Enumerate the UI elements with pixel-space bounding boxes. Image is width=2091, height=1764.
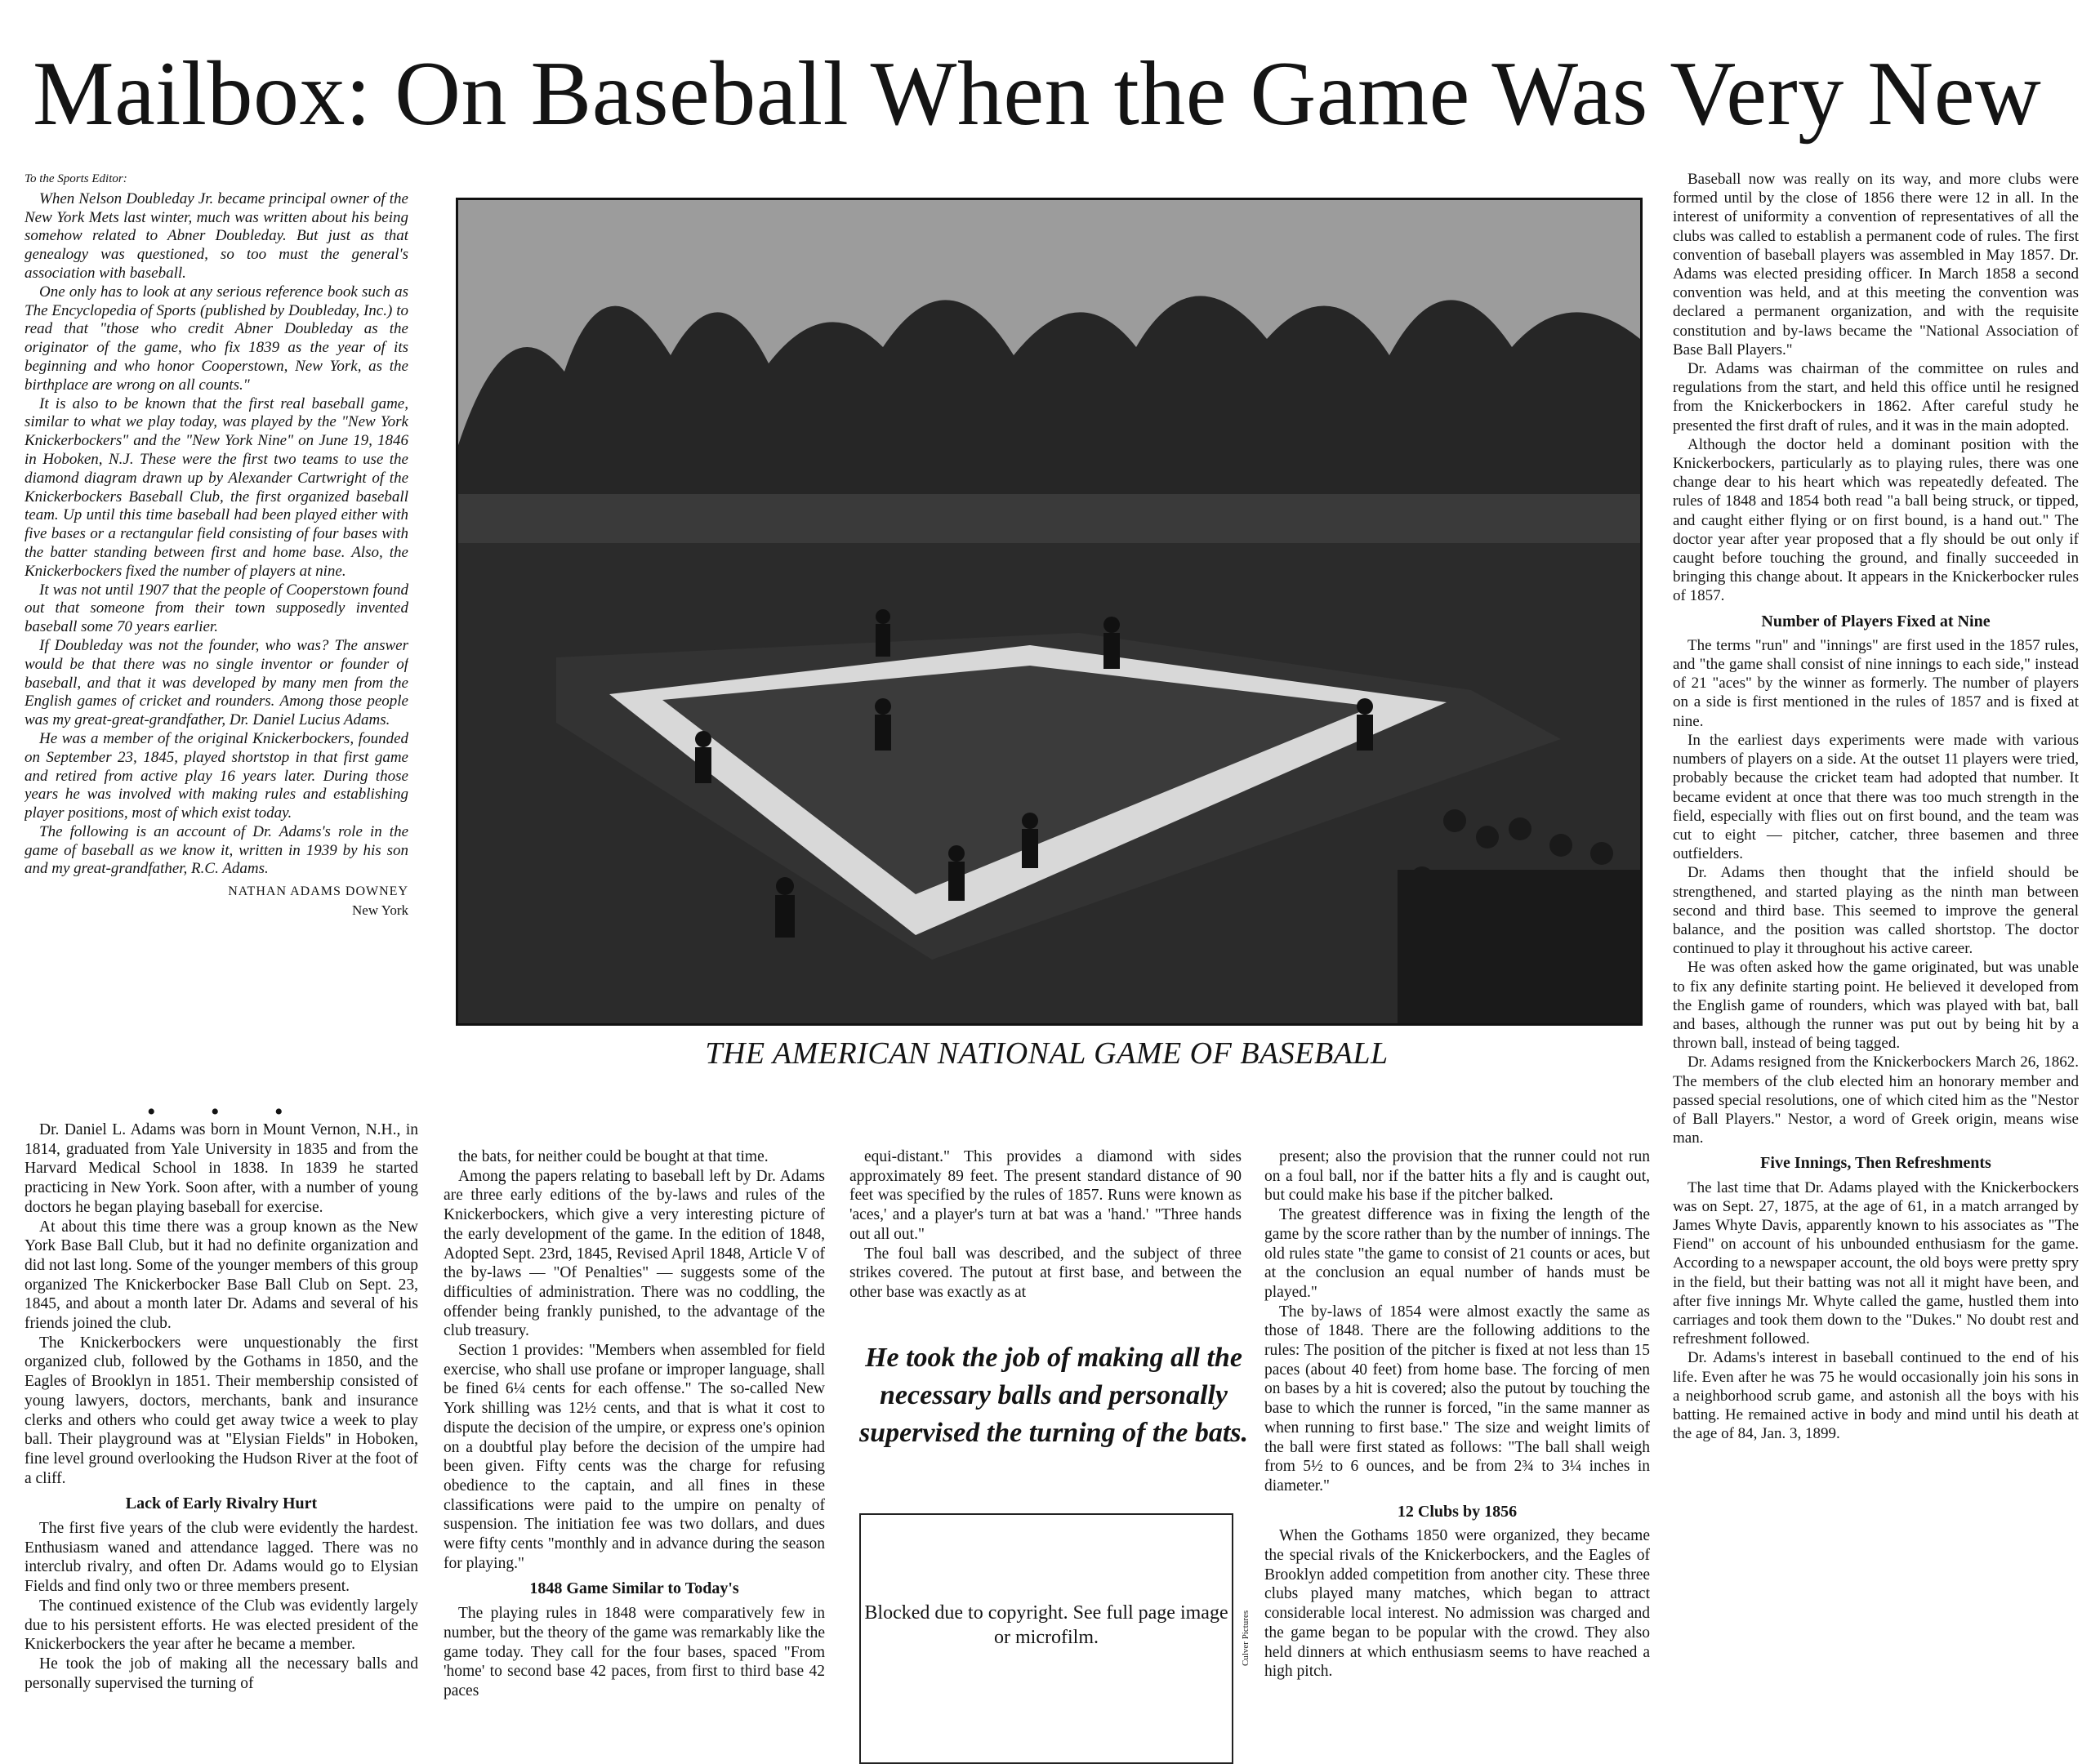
article-paragraph: He took the job of making all the necessary balls and personally supervised the turning of [25,1655,418,1692]
letter-paragraph: He was a member of the original Knickerbockers, founded on September 23, 1845, played shortstop in that first game and retired from active play 16 years later. During those years he was involved with making rules and establishing player positions, most of which exist today. [25,729,408,822]
article-paragraph: The playing rules in 1848 were comparatively few in number, but the theory of the game was remarkably like the game today. They call for the four bases, spaced "From 'home' to second base 42 paces, from first to third base 42 paces [444,1605,825,1699]
signature-name: NATHAN ADAMS DOWNEY [228,884,408,899]
letter-salutation: To the Sports Editor: [25,172,127,185]
article-paragraph: He was often asked how the game originated, but was unable to fix any definite starting point. He believed it developed from the English game of rounders, which was played with bat, ball and bases, although the runner was put out by being hit by a thrown ball, instead of being tagged. [1673,959,2079,1053]
article-paragraph: The continued existence of the Club was evidently largely due to his persistent efforts. He was elected president of the Knickerbockers the year after he became a member. [25,1597,418,1654]
article-paragraph: Section 1 provides: "Members when assembled for field exercise, who shall use profane or improper language, shall be fined 6¼ cents for each offense." The so-called New York shilling was 12½ cents, and that is what it cost to dispute the decision of the umpire, or express one's opinion on a doubtful play before the decision of the umpire had been given. Fifty cents was the charge for refusing obedience to the captain, and all fines in these classifications were paid to the umpire on penalty of suspension. The initiation fee was two dollars, and dues were fifty cents "monthly and in advance during the season for playing." [444,1342,825,1572]
article-paragraph: the bats, for neither could be bought at that time. [458,1148,769,1165]
subheading: Five Innings, Then Refreshments [1760,1154,1991,1173]
article-paragraph: present; also the provision that the runner could not run on a foul ball, nor if the batter hits a fly and is caught out, but could make his base if the pitcher balked. [1264,1148,1650,1205]
article-paragraph: Baseball now was really on its way, and more clubs were formed until by the close of 1856 there were 12 in all. In the interest of uniformity a convention of representatives of all the clubs was called to establish a permanent code of rules. The first convention of baseball players was assembled in May 1857. Dr. Adams was elected presiding officer. In March 1858 a second convention was held, and at this meeting the convention was declared a permanent organization, and with the requisite constitution and by-laws became the "National Association of Base Ball Players." [1673,171,2079,359]
subheading: Number of Players Fixed at Nine [1761,612,1991,630]
article-paragraph: The first five years of the club were evidently the hardest. Enthusiasm waned and attendance lagged. There was no interclub rivalry, and often Dr. Adams would go to Elysian Fields and find only two or three members present. [25,1520,418,1596]
letter-paragraph: It is also to be known that the first real baseball game, similar to what we play today, was played by the "New York Knickerbockers" and the "New York Nine" on June 19, 1846 in Hoboken, N.J. These were the first two teams to use the diamond diagram drawn up by Alexander Cartwright of the Knickerbockers Baseball Club, the first organized baseball team. Up until this time baseball had been played either with five bases or a rectangular field consisting of four bases with the batter standing between first and home base. Also, the Knickerbockers fixed the number of players at nine. [25,394,408,580]
article-paragraph: The Knickerbockers were unquestionably the first organized club, followed by the Gothams in 1850, and the Eagles of Brooklyn in 1851. Their membership consisted of young lawyers, doctors, merchants, bank and insurance clerks and others who could get away twice a week to play ball. Their playground was at "Elysian Fields" in Hoboken, fine level ground overlooking the Hudson River at the foot of a cliff. [25,1334,418,1487]
subheading: 1848 Game Similar to Today's [529,1579,739,1598]
letter-column [25,170,408,1078]
article-paragraph: In the earliest days experiments were made with various numbers of players on a side. At the outset 11 players were tried, probably because the cricket team had adopted that number. It became evident at once that there was too much strength in the field, especially with flies out on first bound, and the team was cut to eight — pitcher, catcher, three basemen and three outfielders. [1673,731,2079,863]
article-paragraph: The terms "run" and "innings" are first used in the 1857 rules, and "the game shall consist of nine innings to each side," instead of 21 "aces" by the winner as formerly. The number of players on a side is first mentioned in the rules of 1857 and is fixed at nine. [1673,636,2079,730]
headline: Mailbox: On Baseball When the Game Was Very New [33,43,2042,145]
letter-signature [25,882,408,920]
article-paragraph: Dr. Daniel L. Adams was born in Mount Vernon, N.H., in 1814, graduated from Yale University in 1835 and from the Harvard Medical School in 1838. In 1839 he started practicing in New York. Soon after, with a number of young doctors he began playing baseball for exercise. [25,1121,418,1216]
letter-paragraph: If Doubleday was not the founder, who was? The answer would be that there was no single inventor or founder of baseball, and that it was developed by many men from the English games of cricket and rounders. Among those people was my great-great-grandfather, Dr. Daniel Lucius Adams. [25,636,408,729]
illustration-caption: THE AMERICAN NATIONAL GAME OF BASEBALL [705,1036,1389,1071]
article-paragraph: Among the papers relating to baseball left by Dr. Adams are three early editions of the by-laws and rules of the Knickerbockers, which give a very interesting picture of the early development of the game. In the edition of 1848, Adopted Sept. 23rd, 1845, Revised April 1848, Article V of the by-laws — "Of Penalties" — suggests some of the difficulties of administration. There was no coddling, the offender being frankly punished, to the advantage of the club treasury. [444,1167,825,1340]
article-paragraph: The greatest difference was in fixing the length of the game by the score rather than by the number of innings. The old rules state "the game to consist of 21 counts or aces, but at the conclusion an equal number of hands must be played." [1264,1206,1650,1301]
pull-quote: He took the job of making all the necessary balls and personally supervised the turning of the bats. [858,1343,1249,1448]
article-paragraph: equi-distant." This provides a diamond with sides approximately 89 feet. The present standard distance of 90 feet was specified by the rules of 1857. Runs were known as 'aces,' and a player's turn at bat was a 'hand.' "Three hands out all out." [849,1148,1242,1243]
article-paragraph: Dr. Adams was chairman of the committee on rules and regulations from the start, and held this office until he resigned from the Knickerbockers in 1862. After careful study he presented the first draft of rules, and it was in the main adopted. [1673,360,2079,434]
article-paragraph: When the Gothams 1850 were organized, they became the special rivals of the Knickerbockers, and the Eagles of Brooklyn added competition from another city. These three clubs played many matches, which began to attract considerable local interest. No admission was charged and the game began to be popular with the crowd. They also held dinners at which enthusiasm seems to have reached a high pitch. [1264,1527,1650,1681]
article-column-2 [444,1147,825,1764]
article-paragraph: The foul ball was described, and the subject of three strikes covered. The putout at first base, and between the other base was exactly as at [849,1245,1242,1301]
subheading: Lack of Early Rivalry Hurt [125,1494,318,1513]
article-column-3 [849,1147,1242,1323]
letter-paragraph: It was not until 1907 that the people of Cooperstown found out that someone from their town supposedly invented baseball some 70 years earlier. [25,581,408,636]
article-paragraph: Although the doctor held a dominant position with the Knickerbockers, particularly as to playing rules, there was one change dear to his heart which was repeatedly defeated. The rules of 1848 and 1854 both read "a ball being struck, or tipped, and caught either flying or on first bound, is a hand out." The doctor year after year proposed that a fly should be out only if caught before touching the ground, and finally succeeded in bringing this change about. It appears in the Knickerbocker rules of 1857. [1673,435,2079,605]
article-column-1 [25,1120,418,1764]
subheading: 12 Clubs by 1856 [1397,1502,1518,1521]
baseball-illustration [456,198,1643,1026]
article-column-5 [1673,170,2079,1764]
signature-place: New York [352,902,408,919]
article-paragraph: The by-laws of 1854 were almost exactly the same as those of 1848. There are the following additions to the rules: The position of the pitcher is fixed at not less than 15 paces (about 40 feet) from home base. The forcing of men on bases by a hit is covered; also the putout by touching the base to which the runner is forced, "in the same manner as when running to first base." The size and weight limits of the ball were first stated as follows: "The ball shall weigh from 5½ to 6 ounces, and be from 2¾ to 3¼ inches in diameter." [1264,1303,1650,1494]
section-separator: • • • [147,1098,308,1125]
letter-paragraph: When Nelson Doubleday Jr. became principal owner of the New York Mets last winter, much was written about his being somehow related to Abner Doubleday. But just as that genealogy was questioned, so too must the general's association with baseball. [25,189,408,282]
article-paragraph: Dr. Adams resigned from the Knickerbockers March 26, 1862. The members of the club elected him an honorary member and passed special resolutions, one of which cited him as the "Nestor of Ball Players." Nestor, a word of Greek origin, means wise man. [1673,1054,2079,1147]
engraving-svg [458,200,1640,1023]
article-paragraph: The last time that Dr. Adams played with the Knickerbockers was on Sept. 27, 1875, at the age of 61, in a match arranged by James Whyte Davis, apparently known to his associates as "The Fiend" on account of his unbounded enthusiasm for the game. According to a newspaper account, the old boys were pretty spry in the field, but their batting was not all it might have been, and after five innings Mr. Whyte called the game, hustled them into carriages and took them down to the "Dukes." No doubt rest and refreshment followed. [1673,1178,2079,1348]
photo-credit: Culver Pictures [1241,1610,1251,1666]
article-paragraph: Dr. Adams then thought that the infield should be strengthened, and started playing as the ninth man between second and third base. This seemed to improve the general balance, and the position was called shortstop. The doctor continued to play it throughout his active career. [1673,864,2079,958]
letter-paragraph: The following is an account of Dr. Adams's role in the game of baseball as we know it, written in 1939 by his son and my great-grandfather, R.C. Adams. [25,822,408,878]
letter-paragraph: One only has to look at any serious reference book such as The Encyclopedia of Sports (published by Doubleday, Inc.) to read that "those who credit Abner Doubleday as the originator of the game, who fix 1839 as the year of its beginning and who honor Cooperstown, New York, as the birthplace are wrong on all counts." [25,283,408,394]
article-column-4 [1264,1147,1650,1764]
article-paragraph: Dr. Adams's interest in baseball continued to the end of his life. Even after he was 75 he would occasionally join his sons in a neighborhood scrub game, and astonish all the boys with his batting. He remained active in body and mind until his death at the age of 84, Jan. 3, 1899. [1673,1349,2079,1443]
blocked-notice: Blocked due to copyright. See full page image or microfilm. [859,1513,1233,1764]
article-paragraph: At about this time there was a group known as the New York Base Ball Club, but it had no definite organization and did not last long. Some of the younger members of this group organized The Knickerbocker Base Ball Club on Sept. 23, 1845, and about a month later Dr. Adams and several of his friends joined the club. [25,1218,418,1333]
